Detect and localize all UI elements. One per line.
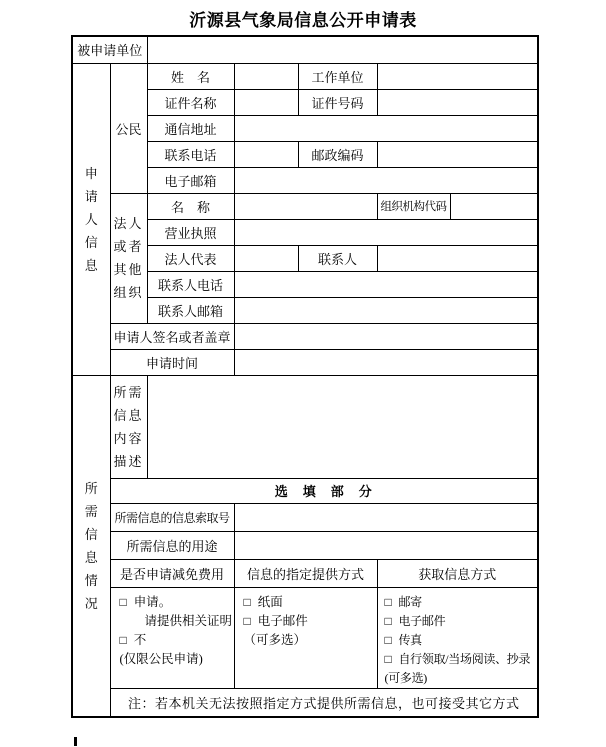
fee-waiver-cell bbox=[110, 587, 234, 688]
text-cursor-mark bbox=[74, 737, 77, 746]
org-code-input[interactable] bbox=[450, 193, 538, 219]
obtain-method-cell bbox=[377, 587, 538, 688]
org-name-label: 名 称 bbox=[147, 193, 234, 219]
page-title: 沂源县气象局信息公开申请表 bbox=[189, 11, 417, 30]
fee-option-no-label: 不 bbox=[133, 632, 147, 647]
footer-note: 注：若本机关无法按照指定方式提供所需信息，也可接受其它方式 bbox=[110, 688, 538, 717]
purpose-label: 所需信息的用途 bbox=[110, 531, 234, 559]
obtain-option-fax-label: 传真 bbox=[398, 632, 422, 647]
required-section-label bbox=[72, 375, 110, 717]
apply-time-label: 申请时间 bbox=[110, 349, 234, 375]
contact-email-label: 联系人邮箱 bbox=[147, 297, 234, 323]
contact-phone-input[interactable] bbox=[234, 271, 538, 297]
delivery-option-email[interactable] bbox=[244, 612, 375, 631]
content-desc-label bbox=[110, 375, 147, 478]
checkbox-icon[interactable]: □ bbox=[384, 594, 392, 609]
phone-input[interactable] bbox=[234, 141, 298, 167]
applicant-section-label bbox=[72, 63, 110, 375]
work-unit-input[interactable] bbox=[377, 63, 538, 89]
apply-time-input[interactable] bbox=[234, 349, 538, 375]
applied-unit-label: 被申请单位 bbox=[72, 36, 147, 63]
fee-proof-note: 请提供相关证明 bbox=[144, 613, 233, 628]
fee-option-no[interactable] bbox=[120, 631, 232, 650]
obtain-method-header: 获取信息方式 bbox=[377, 559, 538, 587]
obtain-option-self-pickup-label: 自行领取/当场阅读、抄录 bbox=[398, 651, 531, 666]
obtain-option-email-label: 电子邮件 bbox=[398, 613, 446, 628]
address-input[interactable] bbox=[234, 115, 538, 141]
checkbox-icon[interactable]: □ bbox=[119, 594, 127, 609]
phone-label: 联系电话 bbox=[147, 141, 234, 167]
content-desc-label-text: 所需信息内容描述 bbox=[113, 384, 144, 469]
checkbox-icon[interactable]: □ bbox=[384, 651, 392, 666]
delivery-option-paper-label: 纸面 bbox=[257, 594, 283, 609]
obtain-option-fax[interactable] bbox=[385, 631, 536, 650]
fee-option-apply-label: 申请。 bbox=[133, 594, 172, 609]
applicant-section-label-text: 申请人信息 bbox=[84, 165, 98, 273]
legal-rep-input[interactable] bbox=[234, 245, 298, 271]
checkbox-icon[interactable]: □ bbox=[119, 632, 127, 647]
postcode-input[interactable] bbox=[377, 141, 538, 167]
fee-citizen-only-note: (仅限公民申请) bbox=[119, 651, 203, 666]
contact-label: 联系人 bbox=[298, 245, 377, 271]
org-group-label-text: 法人或者其他组织 bbox=[113, 216, 144, 300]
org-group-label bbox=[110, 193, 147, 323]
obtain-multi-note: (可多选) bbox=[384, 670, 428, 685]
citizen-group-label: 公民 bbox=[110, 63, 147, 193]
delivery-option-email-label: 电子邮件 bbox=[257, 613, 308, 628]
obtain-option-self-pickup[interactable] bbox=[385, 650, 536, 669]
cert-no-input[interactable] bbox=[377, 89, 538, 115]
checkbox-icon[interactable]: □ bbox=[243, 594, 251, 609]
delivery-option-paper[interactable] bbox=[244, 593, 375, 612]
cert-name-input[interactable] bbox=[234, 89, 298, 115]
contact-email-input[interactable] bbox=[234, 297, 538, 323]
delivery-multi-note: （可多选） bbox=[243, 632, 307, 647]
obtain-option-mail[interactable] bbox=[385, 593, 536, 612]
index-no-label: 所需信息的信息索取号 bbox=[110, 503, 234, 531]
postcode-label: 邮政编码 bbox=[298, 141, 377, 167]
email-input[interactable] bbox=[234, 167, 538, 193]
contact-input[interactable] bbox=[377, 245, 538, 271]
content-desc-input[interactable] bbox=[147, 375, 538, 478]
signature-input[interactable] bbox=[234, 323, 538, 349]
obtain-option-mail-label: 邮寄 bbox=[398, 594, 422, 609]
checkbox-icon[interactable]: □ bbox=[384, 632, 392, 647]
fee-waiver-header: 是否申请减免费用 bbox=[110, 559, 234, 587]
license-label: 营业执照 bbox=[147, 219, 234, 245]
legal-rep-label: 法人代表 bbox=[147, 245, 234, 271]
checkbox-icon[interactable]: □ bbox=[243, 613, 251, 628]
required-section-label-text: 所需信息情况 bbox=[84, 480, 98, 611]
fee-option-apply[interactable] bbox=[120, 593, 232, 612]
delivery-method-cell bbox=[234, 587, 377, 688]
address-label: 通信地址 bbox=[147, 115, 234, 141]
cert-no-label: 证件号码 bbox=[298, 89, 377, 115]
cert-name-label: 证件名称 bbox=[147, 89, 234, 115]
signature-label: 申请人签名或者盖章 bbox=[110, 323, 234, 349]
application-form-table bbox=[71, 35, 539, 718]
checkbox-icon[interactable]: □ bbox=[384, 613, 392, 628]
obtain-option-email[interactable] bbox=[385, 612, 536, 631]
name-input[interactable] bbox=[234, 63, 298, 89]
org-code-label: 组织机构代码 bbox=[377, 193, 450, 219]
work-unit-label: 工作单位 bbox=[298, 63, 377, 89]
purpose-input[interactable] bbox=[234, 531, 538, 559]
license-input[interactable] bbox=[234, 219, 538, 245]
org-name-input[interactable] bbox=[234, 193, 377, 219]
email-label: 电子邮箱 bbox=[147, 167, 234, 193]
index-no-input[interactable] bbox=[234, 503, 538, 531]
contact-phone-label: 联系人电话 bbox=[147, 271, 234, 297]
name-label: 姓 名 bbox=[147, 63, 234, 89]
optional-section-header: 选 填 部 分 bbox=[110, 478, 538, 503]
applied-unit-input[interactable] bbox=[147, 36, 538, 63]
delivery-method-header: 信息的指定提供方式 bbox=[234, 559, 377, 587]
